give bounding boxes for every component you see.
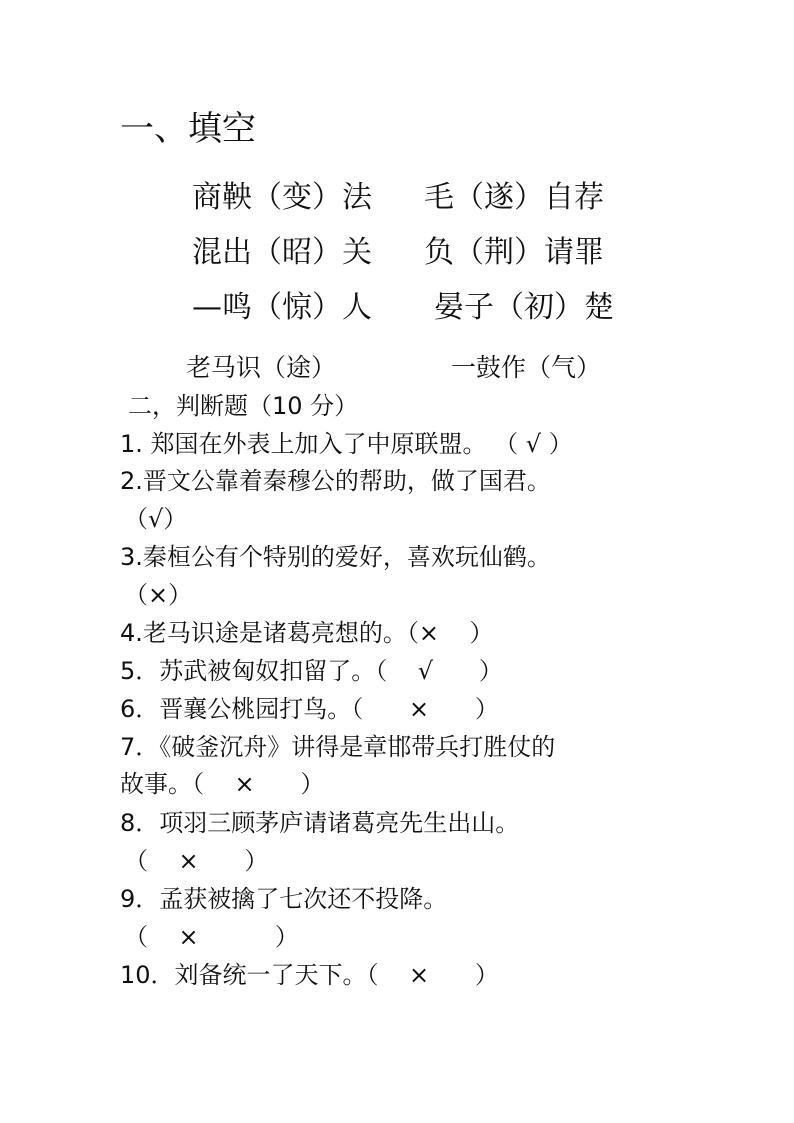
idiom-blank: 商鞅（变）法: [192, 180, 372, 215]
question-line: 3.秦桓公有个特别的爱好，喜欢玩仙鹤。: [120, 543, 551, 571]
question-line: 5．苏武被匈奴扣留了。（ √ ）: [120, 657, 503, 685]
answer-line: （ × ）: [124, 847, 269, 875]
question-line: 8．项羽三顾茅庐请诸葛亮先生出山。: [120, 809, 520, 837]
idiom-blank: 老马识（途）: [186, 353, 337, 382]
question-line: 4.老马识途是诸葛亮想的。（× ）: [120, 619, 494, 647]
question-line: 2.晋文公靠着秦穆公的帮助，做了国君。: [120, 467, 551, 495]
idiom-blank: 负（荆）请罪: [424, 235, 604, 270]
idiom-blank: 晏子（初）楚: [434, 290, 614, 325]
question-line: 1. 郑国在外表上加入了中原联盟。 （ √ ）: [120, 430, 573, 458]
question-line: 9．孟获被擒了七次还不投降。: [120, 885, 448, 913]
question-line: 10．刘备统一了天下。（ × ）: [120, 961, 499, 989]
answer-line: （ × ）: [124, 923, 299, 951]
section-1-heading: 一、填空: [120, 109, 256, 149]
question-line: 6．晋襄公桃园打鸟。（ × ）: [120, 695, 499, 723]
answer-line: （√）: [124, 505, 188, 533]
idiom-blank: 混出（昭）关: [192, 235, 372, 270]
idiom-blank: —鸣（惊）人: [192, 290, 372, 325]
answer-line: （×）: [124, 581, 193, 609]
question-line: 故事。（ × ）: [120, 770, 325, 798]
question-line: 7．《破釜沉舟》讲得是章邯带兵打胜仗的: [120, 733, 556, 761]
idiom-blank: 毛（遂）自荐: [424, 180, 604, 215]
idiom-blank: 一鼓作（气）: [451, 353, 602, 382]
section-2-heading: 二，判断题（10 分）: [128, 392, 359, 420]
